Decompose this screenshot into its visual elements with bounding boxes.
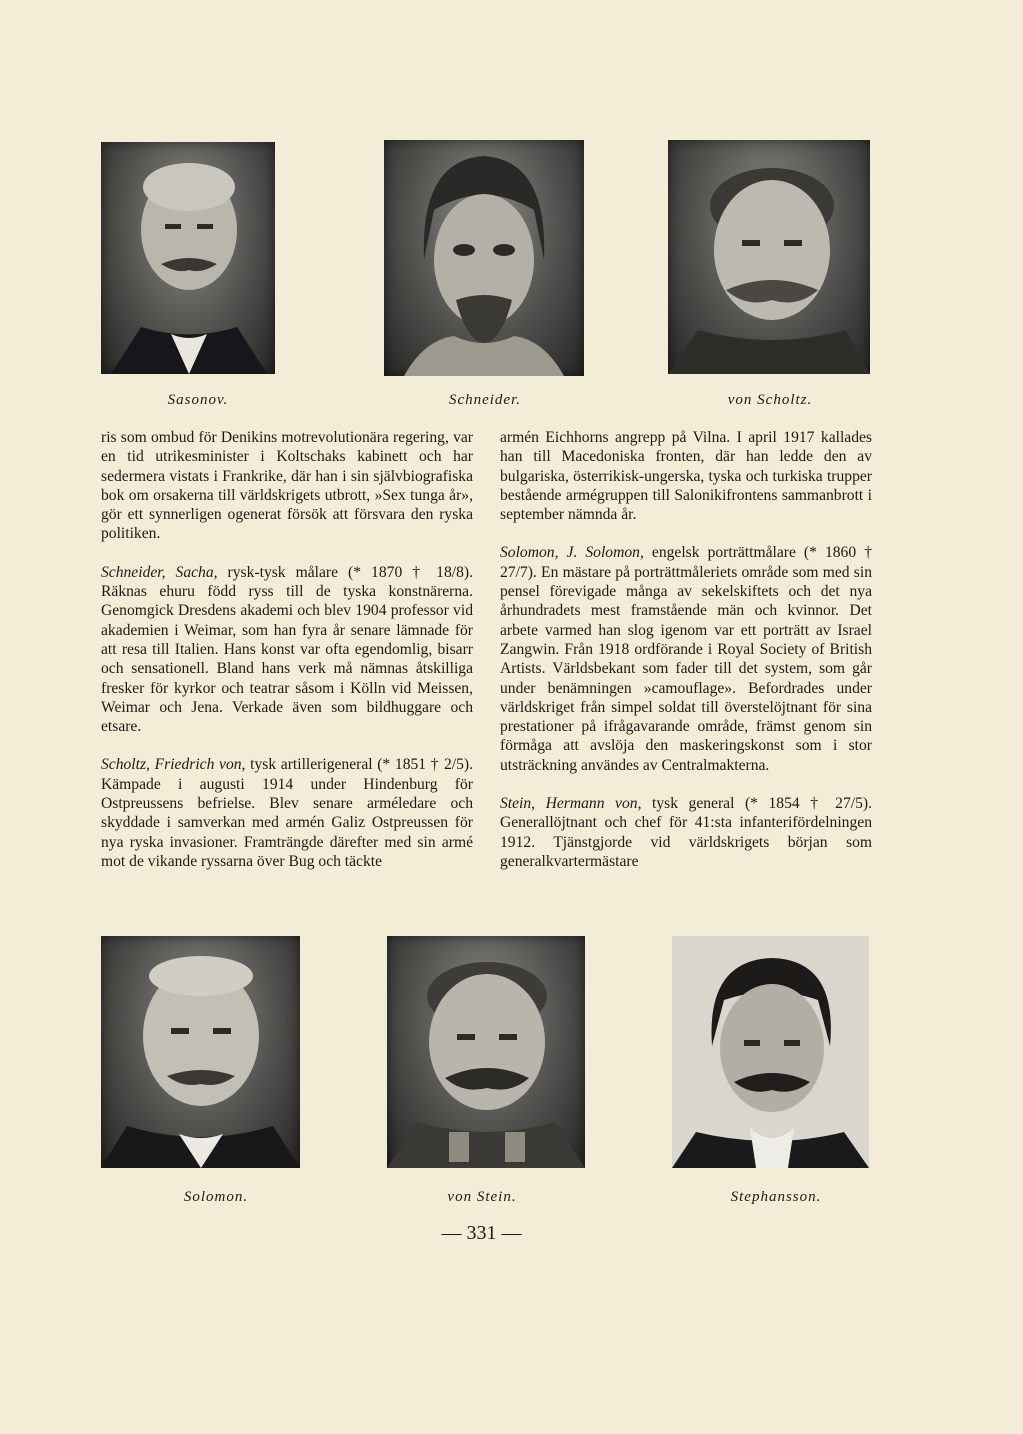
caption-von-scholtz: von Scholtz. [727, 392, 813, 408]
left-paragraph-1: ris som ombud för Denikins motrevolutionära regering, var en tid utrikesminister i Koltschaks kabinett och har sedermera vistats i Frankrike, där han i sin självbiografiska bok om orsakerna till världskrigets utbrott, »Sex tunga år», gör ett synnerligen ogenerat försök att försvara den ryska politiken. [101, 429, 473, 543]
entry-scholtz [101, 755, 473, 871]
portrait-von-stein-image [387, 936, 585, 1168]
caption-von-stein: von Stein. [447, 1189, 517, 1205]
entry-solomon-body: engelsk porträttmålare (* 1860 † 27/7). En mästare på porträttmåleriets område som med sin pensel förevigade många av sekelskiftets och det nya århundradets mest framstående män och kvinnor. Det arbete varmed han slog igenom var ett porträtt av Israel Zangwin. Från 1918 ordförande i Royal Society of British Artists. Världsbekant som fader till det system, som går under benämningen »camouflage». Befordrades under världskriget från simpel soldat till överstelöjtnant för sina prestationer på ifrågavarande område, främst genom sin förmåga att avslöja den maskeringskonst som i stor utsträckning användes av Centralmakterna. [500, 544, 872, 774]
portrait-von-stein [387, 936, 585, 1168]
entry-schneider-body: rysk-tysk målare (* 1870 † 18/8). Räknas ehuru född ryss till de tyska konstnärerna. Genomgick Dresdens akademi och blev 1904 professor vid akademien i Weimar, som han fyra år senare lämnade för att resa till Italien. Hans konst var ofta egendomlig, bisarr och sensationell. Bland hans verk må nämnas åtskilliga fresker för kyrkor och teatrar såsom i Kölln vid Meissen, Weimar och Jena. Verkade även som bildhuggare och etsare. [101, 563, 473, 736]
portrait-stephansson-image [672, 936, 869, 1168]
entry-stein-head: Stein, Hermann von, [500, 795, 642, 813]
caption-solomon: Solomon. [183, 1189, 249, 1205]
entry-stein [500, 794, 872, 871]
caption-schneider: Schneider. [448, 392, 522, 408]
left-column [101, 428, 473, 890]
right-column [500, 428, 872, 890]
entry-scholtz-head: Scholtz, Friedrich von, [101, 756, 246, 774]
portrait-solomon [101, 936, 300, 1168]
entry-stein-body: tysk general (* 1854 † 27/5). Generallöjtnant och chef för 41:sta infanterifördelningen 1912. Tjänstgjorde vid världskrigets början som generalkvartermästare [500, 795, 872, 870]
portrait-sasonov-image [101, 142, 275, 374]
portrait-von-scholtz [668, 140, 870, 374]
right-paragraph-1: armén Eichhorns angrepp på Vilna. I april 1917 kallades han till Macedoniska fronten, där han ledde den av bulgariska, österrikisk-ungerska, tyska och turkiska trupper bestående armégruppen till Salonikifrontens sammanbrott i september nämnda år. [500, 429, 872, 524]
caption-stephansson: Stephansson. [730, 1189, 822, 1205]
entry-solomon-head: Solomon, J. Solomon, [500, 544, 644, 562]
entry-solomon [500, 543, 872, 775]
portrait-sasonov [101, 142, 275, 374]
portrait-von-scholtz-image [668, 140, 870, 374]
caption-sasonov: Sasonov. [167, 392, 229, 408]
portrait-schneider [384, 140, 584, 376]
portrait-stephansson [672, 936, 869, 1168]
entry-schneider-head: Schneider, Sacha, [101, 563, 218, 581]
portrait-solomon-image [101, 936, 300, 1168]
page-number: — 331 — [441, 1222, 522, 1244]
portrait-schneider-image [384, 140, 584, 376]
entry-schneider [101, 563, 473, 737]
entry-scholtz-body: tysk artillerigeneral (* 1851 † 2/5). Kämpade i augusti 1914 under Hindenburg för Ostpreussens befrielse. Blev senare arméledare och skyddade i samverkan med armén Galiz Ostpreussen för nya ryska invasioner. Framträngde därefter med sin armé mot de vikande ryssarna över Bug och täckte [101, 756, 474, 870]
